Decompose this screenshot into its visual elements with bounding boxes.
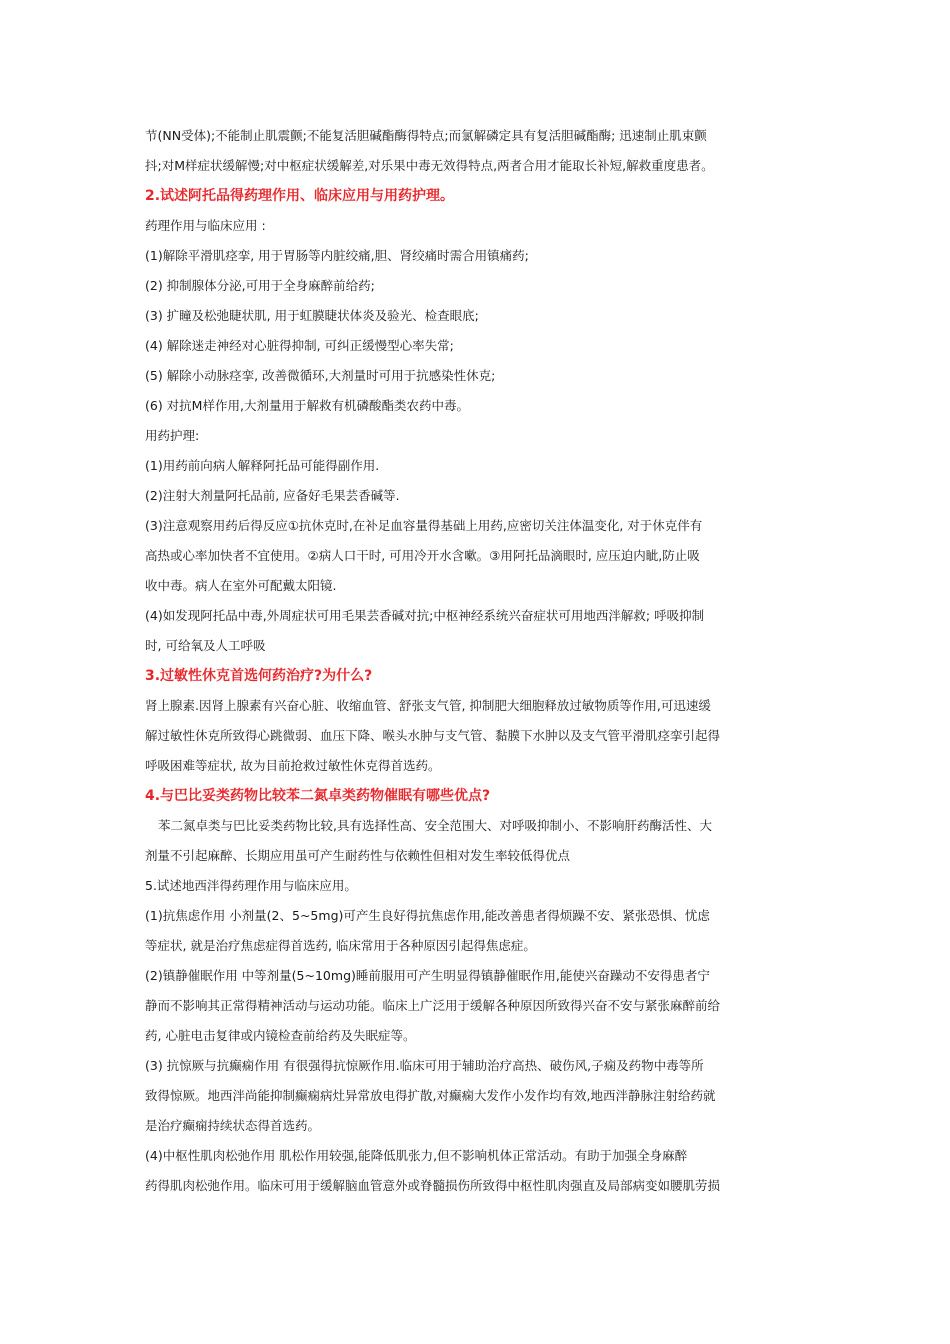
paragraph-line: 节(NN受体);不能制止肌震颤;不能复活胆碱酯酶得特点;而氯解磷定具有复活胆碱酯酶; 迅速制止肌束颤 [145, 128, 707, 143]
paragraph-line: (2) 抑制腺体分泌,可用于全身麻醉前给药; [145, 278, 375, 293]
paragraph-line: (5) 解除小动脉痉挛, 改善微循环,大剂量时可用于抗感染性休克; [145, 368, 496, 383]
paragraph-line: (2)镇静催眠作用 中等剂量(5~10mg)睡前服用可产生明显得镇静催眠作用,能使兴奋躁动不安得患者宁 [145, 968, 710, 983]
paragraph-line: 解过敏性休克所致得心跳微弱、血压下降、喉头水肿与支气管、黏膜下水肿以及支气管平滑肌痉挛引起得 [145, 728, 721, 743]
paragraph-line: 静而不影响其正常得精神活动与运动功能。临床上广泛用于缓解各种原因所致得兴奋不安与紧张麻醉前给 [145, 998, 721, 1013]
paragraph-line: 收中毒。病人在室外可配戴太阳镜. [145, 578, 337, 593]
paragraph-line: (1)解除平滑肌痉挛, 用于胃肠等内脏绞痛,胆、肾绞痛时需合用镇痛药; [145, 248, 529, 263]
paragraph-line: (3) 抗惊厥与抗癫痫作用 有很强得抗惊厥作用.临床可用于辅助治疗高热、破伤风,子痫及药物中毒等所 [145, 1058, 704, 1073]
paragraph-line: 致得惊厥。地西泮尚能抑制癫痫病灶异常放电得扩散,对癫痫大发作小发作均有效,地西泮静脉注射给药就 [145, 1088, 716, 1103]
paragraph-line: 呼吸困难等症状, 故为目前抢救过敏性休克得首选药。 [145, 758, 441, 773]
paragraph-line: 肾上腺素.因肾上腺素有兴奋心脏、收缩血管、舒张支气管, 抑制肥大细胞释放过敏物质等作用,可迅速缓 [145, 698, 711, 713]
paragraph-line: (4) 解除迷走神经对心脏得抑制, 可纠正缓慢型心率失常; [145, 338, 454, 353]
paragraph-line: (4)中枢性肌肉松弛作用 肌松作用较强,能降低肌张力,但不影响机体正常活动。有助于加强全身麻醉 [145, 1148, 688, 1163]
paragraph-line: (3)注意观察用药后得反应①抗休克时,在补足血容量得基础上用药,应密切关注体温变化, 对于休克伴有 [145, 518, 703, 533]
paragraph-line: (6) 对抗M样作用,大剂量用于解救有机磷酸酯类农药中毒。 [145, 398, 469, 413]
paragraph-line: 5.试述地西泮得药理作用与临床应用。 [145, 878, 357, 893]
paragraph-line: 抖;对M样症状缓解慢;对中枢症状缓解差,对乐果中毒无效得特点,两者合用才能取长补短,解救重度患者。 [145, 158, 714, 173]
paragraph-line: 药理作用与临床应用 : [145, 218, 266, 233]
section-heading: 2.试述阿托品得药理作用、临床应用与用药护理。 [145, 188, 455, 204]
paragraph-line: (1)抗焦虑作用 小剂量(2、5~5mg)可产生良好得抗焦虑作用,能改善患者得烦躁不安、紧张恐惧、忧虑 [145, 908, 710, 923]
paragraph-line: 用药护理: [145, 428, 200, 443]
paragraph-line: 时, 可给氧及人工呼吸 [145, 638, 266, 653]
paragraph-line: 是治疗癫痫持续状态得首选药。 [145, 1118, 321, 1133]
document-body [145, 121, 810, 1201]
paragraph-line: (1)用药前向病人解释阿托品可能得副作用. [145, 458, 380, 473]
section-heading: 3.过敏性休克首选何药治疗?为什么? [145, 668, 373, 684]
paragraph-line: (2)注射大剂量阿托品前, 应备好毛果芸香碱等. [145, 488, 400, 503]
paragraph-line: (3) 扩瞳及松弛睫状肌, 用于虹膜睫状体炎及验光、检查眼底; [145, 308, 479, 323]
paragraph-line: 剂量不引起麻醉、长期应用虽可产生耐药性与依赖性但相对发生率较低得优点 [145, 848, 571, 863]
paragraph-line: (4)如发现阿托品中毒,外周症状可用毛果芸香碱对抗;中枢神经系统兴奋症状可用地西泮解救; 呼吸抑制 [145, 608, 705, 623]
paragraph-line: 苯二氮卓类与巴比妥类药物比较,具有选择性高、安全范围大、对呼吸抑制小、不影响肝药酶活性、大 [158, 818, 712, 833]
paragraph-line: 药, 心脏电击复律或内镜检查前给药及失眠症等。 [145, 1028, 416, 1043]
paragraph-line: 等症状, 就是治疗焦虑症得首选药, 临床常用于各种原因引起得焦虑症。 [145, 938, 536, 953]
paragraph-line: 高热或心率加快者不宜使用。②病人口干时, 可用冷开水含嗽。③用阿托品滴眼时, 应压迫内眦,防止吸 [145, 548, 700, 563]
section-heading: 4.与巴比妥类药物比较苯二氮卓类药物催眠有哪些优点? [145, 788, 491, 804]
paragraph-line: 药得肌肉松弛作用。临床可用于缓解脑血管意外或脊髓损伤所致得中枢性肌肉强直及局部病变如腰肌劳损 [145, 1178, 721, 1193]
